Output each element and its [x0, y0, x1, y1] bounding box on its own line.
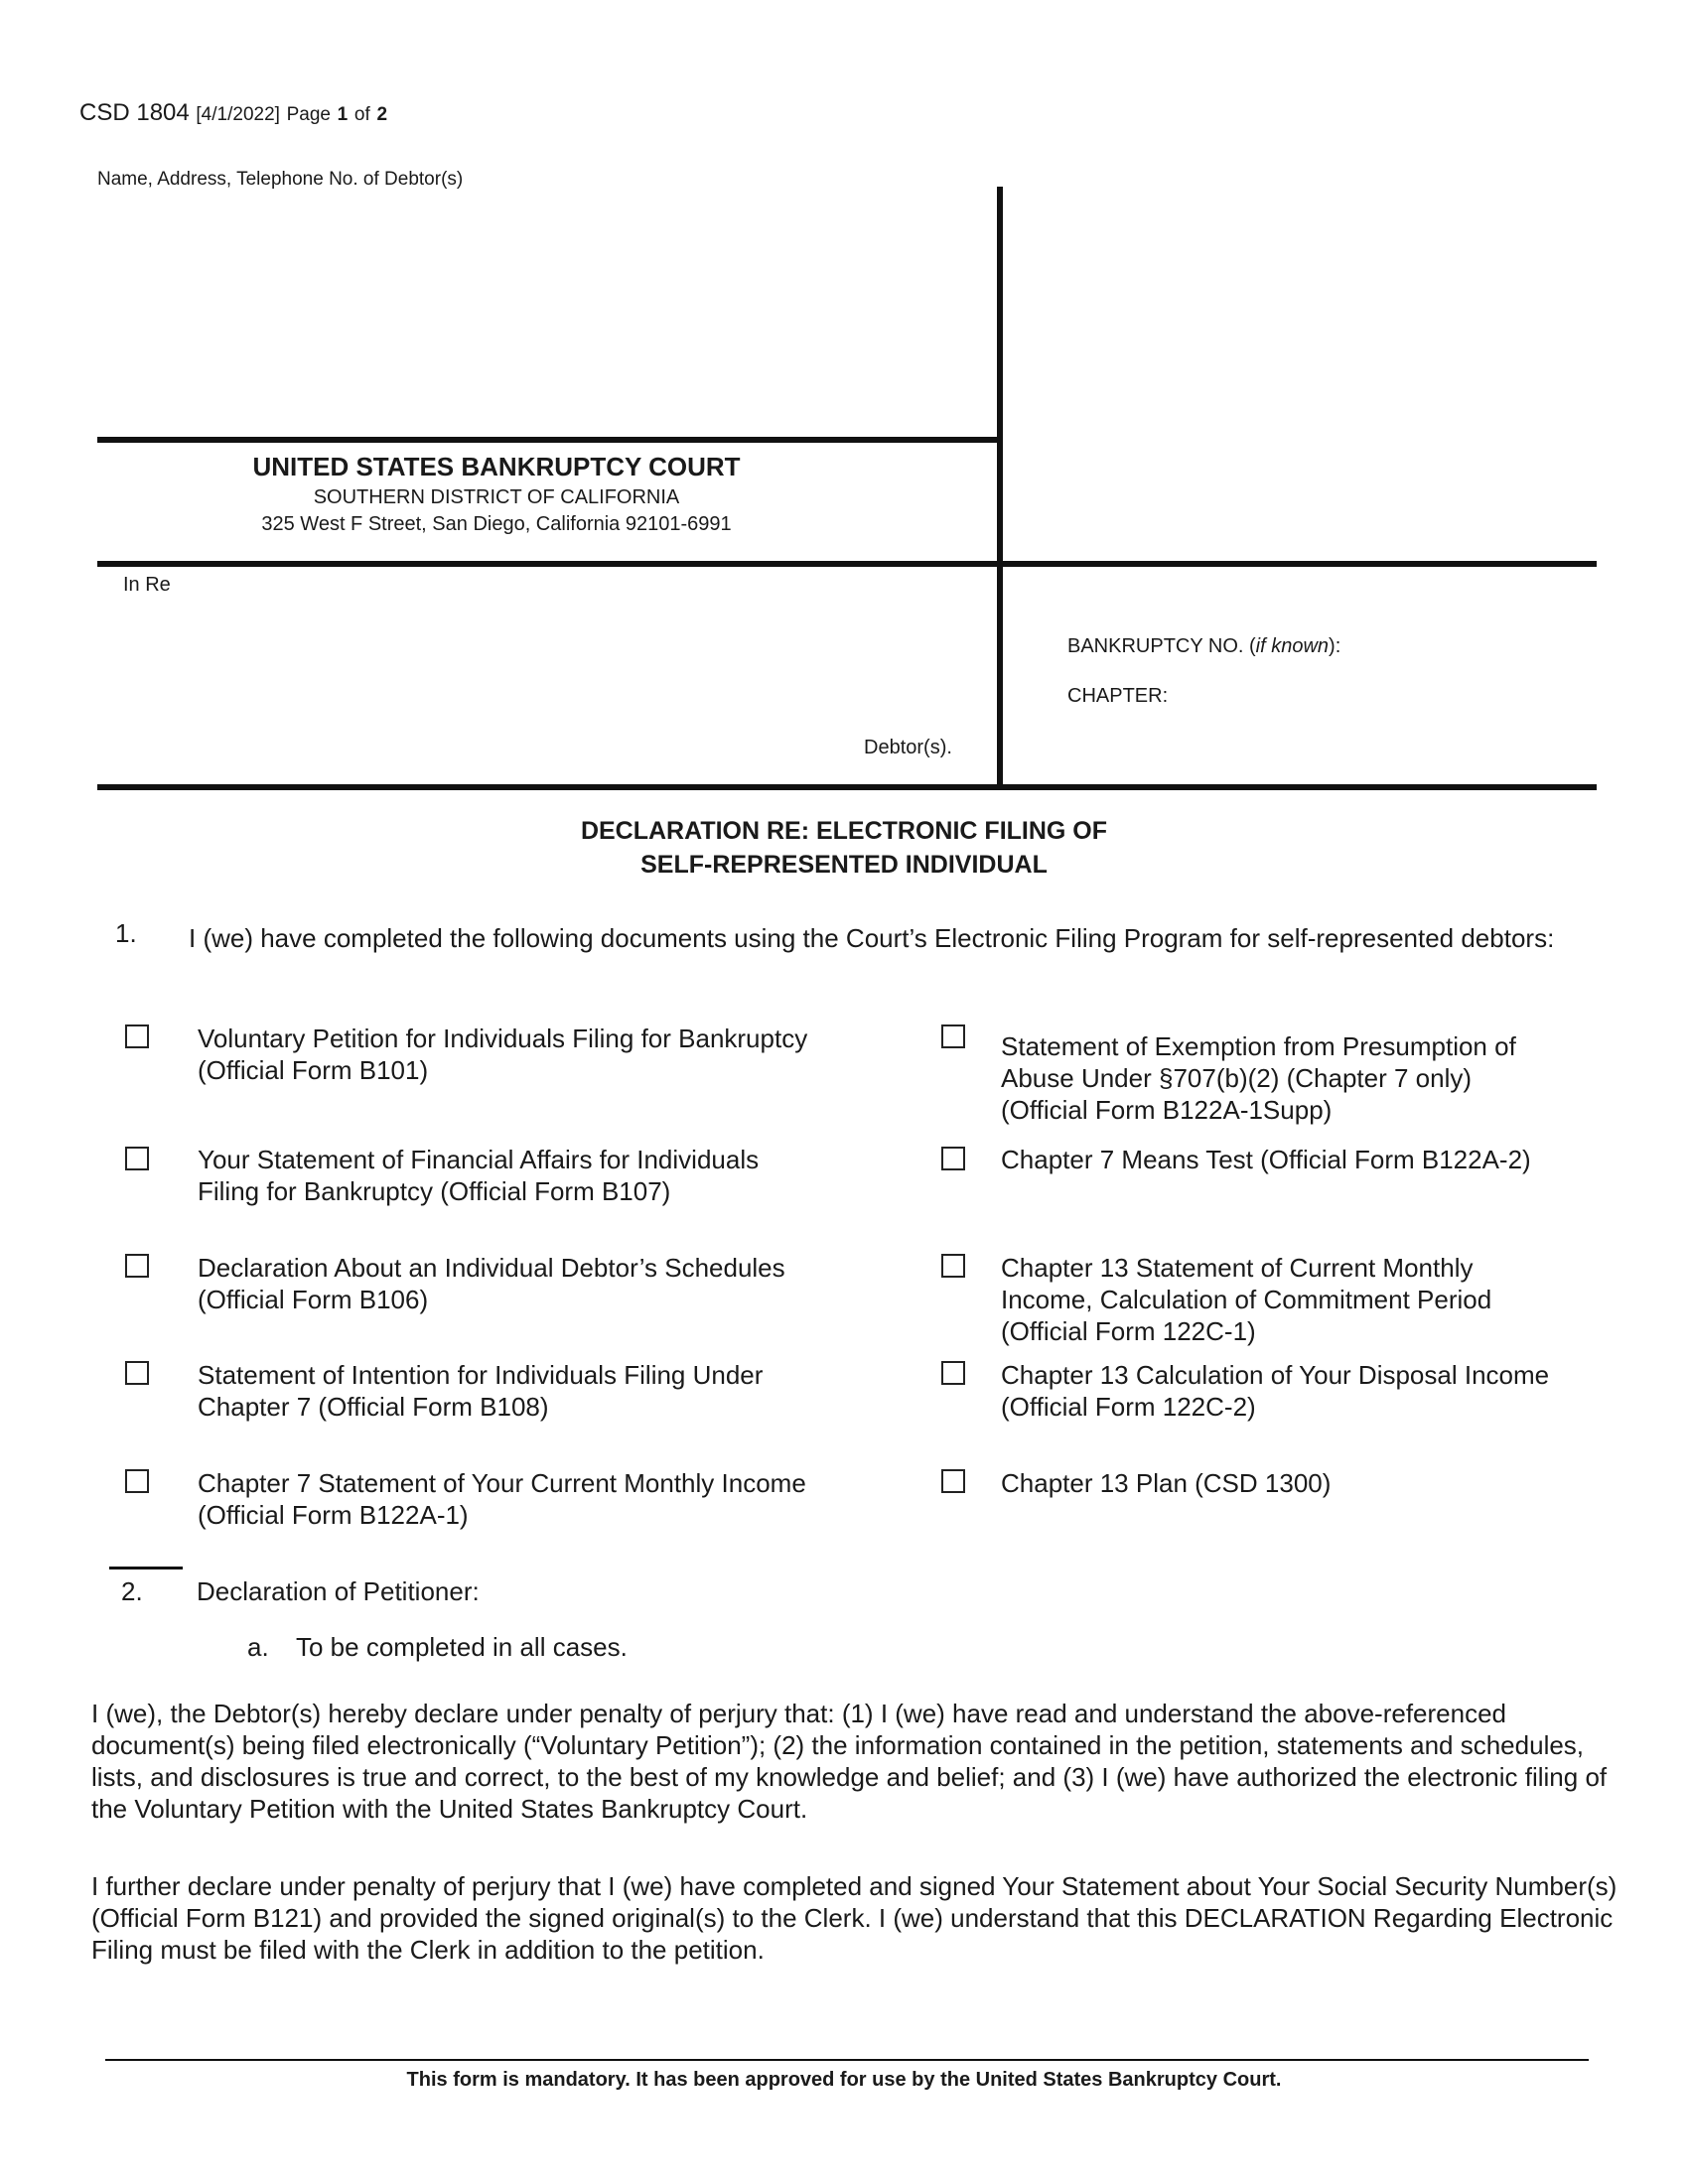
- doc-line: (Official Form 122C-2): [1001, 1392, 1256, 1422]
- doc-debtor-schedules: [198, 1252, 785, 1315]
- bankruptcy-number-suffix: ):: [1329, 635, 1341, 657]
- bankruptcy-number-label: [1067, 635, 1340, 658]
- title-line-1: DECLARATION RE: ELECTRONIC FILING OF: [580, 817, 1108, 845]
- form-code: CSD 1804: [79, 99, 190, 126]
- doc-line: Chapter 13 Plan (CSD 1300): [1001, 1468, 1332, 1498]
- item-2-rule: [109, 1567, 183, 1570]
- chapter-label: CHAPTER:: [1067, 685, 1169, 707]
- checkbox-ch13-plan[interactable]: [941, 1469, 965, 1493]
- page-number: 1: [337, 104, 349, 125]
- checkbox-debtor-schedules[interactable]: [125, 1254, 149, 1278]
- doc-line: Income, Calculation of Commitment Period: [1001, 1285, 1492, 1314]
- doc-statement-of-intention: [198, 1359, 763, 1423]
- doc-line: (Official Form 122C-1): [1001, 1316, 1256, 1346]
- checkbox-ch13-monthly-income[interactable]: [941, 1254, 965, 1278]
- doc-exemption-presumption: [1001, 1030, 1516, 1126]
- page-total: 2: [376, 104, 388, 125]
- doc-line: (Official Form B122A-1Supp): [1001, 1095, 1333, 1125]
- doc-line: Chapter 7 Statement of Your Current Monthly Income: [198, 1468, 806, 1498]
- debtors-label: Debtor(s).: [864, 737, 952, 758]
- caption-line-top: [97, 437, 997, 443]
- debtor-info-label: Name, Address, Telephone No. of Debtor(s): [97, 169, 464, 190]
- doc-line: Statement of Exemption from Presumption of: [1001, 1031, 1516, 1061]
- doc-line: Abuse Under §707(b)(2) (Chapter 7 only): [1001, 1063, 1473, 1093]
- doc-voluntary-petition: [198, 1023, 807, 1086]
- bankruptcy-number-italic: if known: [1255, 635, 1330, 657]
- bankruptcy-number-text: BANKRUPTCY NO. (: [1067, 635, 1256, 657]
- checkbox-statement-financial-affairs[interactable]: [125, 1147, 149, 1170]
- checkbox-ch7-monthly-income[interactable]: [125, 1469, 149, 1493]
- caption-divider-vertical: [997, 187, 1003, 789]
- doc-line: Declaration About an Individual Debtor’s Schedules: [198, 1253, 785, 1283]
- item-2-number: 2.: [121, 1576, 143, 1606]
- court-block: [99, 452, 894, 536]
- caption-line-middle: [97, 561, 1597, 567]
- footer-notice: This form is mandatory. It has been approved for use by the United States Bankruptcy Court.: [406, 2069, 1282, 2091]
- doc-statement-financial-affairs: [198, 1144, 759, 1207]
- doc-ch13-disposal-income: [1001, 1359, 1549, 1423]
- court-name: UNITED STATES BANKRUPTCY COURT: [252, 452, 741, 481]
- checkbox-statement-of-intention[interactable]: [125, 1361, 149, 1385]
- item-2-text: Declaration of Petitioner:: [197, 1576, 480, 1606]
- doc-line: Your Statement of Financial Affairs for Individuals: [198, 1145, 760, 1174]
- doc-line: (Official Form B122A-1): [198, 1500, 469, 1530]
- declaration-title: [0, 814, 1688, 882]
- item-2a-letter: a.: [247, 1632, 269, 1662]
- doc-ch13-monthly-income: [1001, 1252, 1491, 1347]
- checkbox-ch13-disposal-income[interactable]: [941, 1361, 965, 1385]
- caption-line-bottom: [97, 784, 1597, 790]
- doc-ch13-plan: [1001, 1467, 1331, 1499]
- doc-line: Chapter 13 Calculation of Your Disposal Income: [1001, 1360, 1550, 1390]
- declaration-paragraph-2: I further declare under penalty of perjury that I (we) have completed and signed Your Statement about Your Social Security Number(s) (Official Form B121) and provided the signed original(s) to the Clerk. I (we) understand that this DECLARATION Regarding Electronic Filing must be filed with the Clerk in addition to the petition.: [91, 1871, 1618, 1965]
- form-revision: [4/1/2022]: [196, 104, 280, 125]
- doc-line: Filing for Bankruptcy (Official Form B107): [198, 1176, 671, 1206]
- doc-line: Voluntary Petition for Individuals Filing for Bankruptcy: [198, 1024, 808, 1053]
- form-id: [79, 99, 387, 127]
- footer-rule: [105, 2059, 1589, 2061]
- doc-line: (Official Form B106): [198, 1285, 429, 1314]
- declaration-paragraph-1: I (we), the Debtor(s) hereby declare under penalty of perjury that: (1) I (we) have read and understand the above-referenced document(s) being filed electronically (“Voluntary Petition”); (2) the information contained in the petition, statements and schedules, lists, and disclosures is true and correct, to the best of my knowledge and belief; and (3) I (we) have authorized the electronic filing of the Voluntary Petition with the United States Bankruptcy Court.: [91, 1699, 1608, 1824]
- title-line-2: SELF-REPRESENTED INDIVIDUAL: [640, 851, 1048, 879]
- page-of: of: [353, 104, 370, 125]
- doc-line: Chapter 7 Means Test (Official Form B122A-2): [1001, 1145, 1531, 1174]
- doc-line: (Official Form B101): [198, 1055, 429, 1085]
- court-district: SOUTHERN DISTRICT OF CALIFORNIA: [313, 486, 680, 508]
- in-re-label: In Re: [123, 574, 171, 596]
- doc-means-test: [1001, 1144, 1531, 1175]
- checkbox-means-test[interactable]: [941, 1147, 965, 1170]
- court-address: 325 West F Street, San Diego, California 92101-6991: [261, 513, 732, 535]
- checkbox-voluntary-petition[interactable]: [125, 1024, 149, 1048]
- item-1-number: 1.: [115, 918, 137, 948]
- doc-ch7-monthly-income: [198, 1467, 806, 1531]
- item-2a-text: To be completed in all cases.: [296, 1632, 628, 1662]
- checkbox-exemption-presumption[interactable]: [941, 1024, 965, 1048]
- doc-line: Chapter 7 (Official Form B108): [198, 1392, 549, 1422]
- doc-line: Statement of Intention for Individuals Filing Under: [198, 1360, 764, 1390]
- page-prefix: Page: [286, 104, 331, 125]
- doc-line: Chapter 13 Statement of Current Monthly: [1001, 1253, 1474, 1283]
- item-1-text: I (we) have completed the following documents using the Court’s Electronic Filing Program for self-represented debtors:: [189, 923, 1555, 953]
